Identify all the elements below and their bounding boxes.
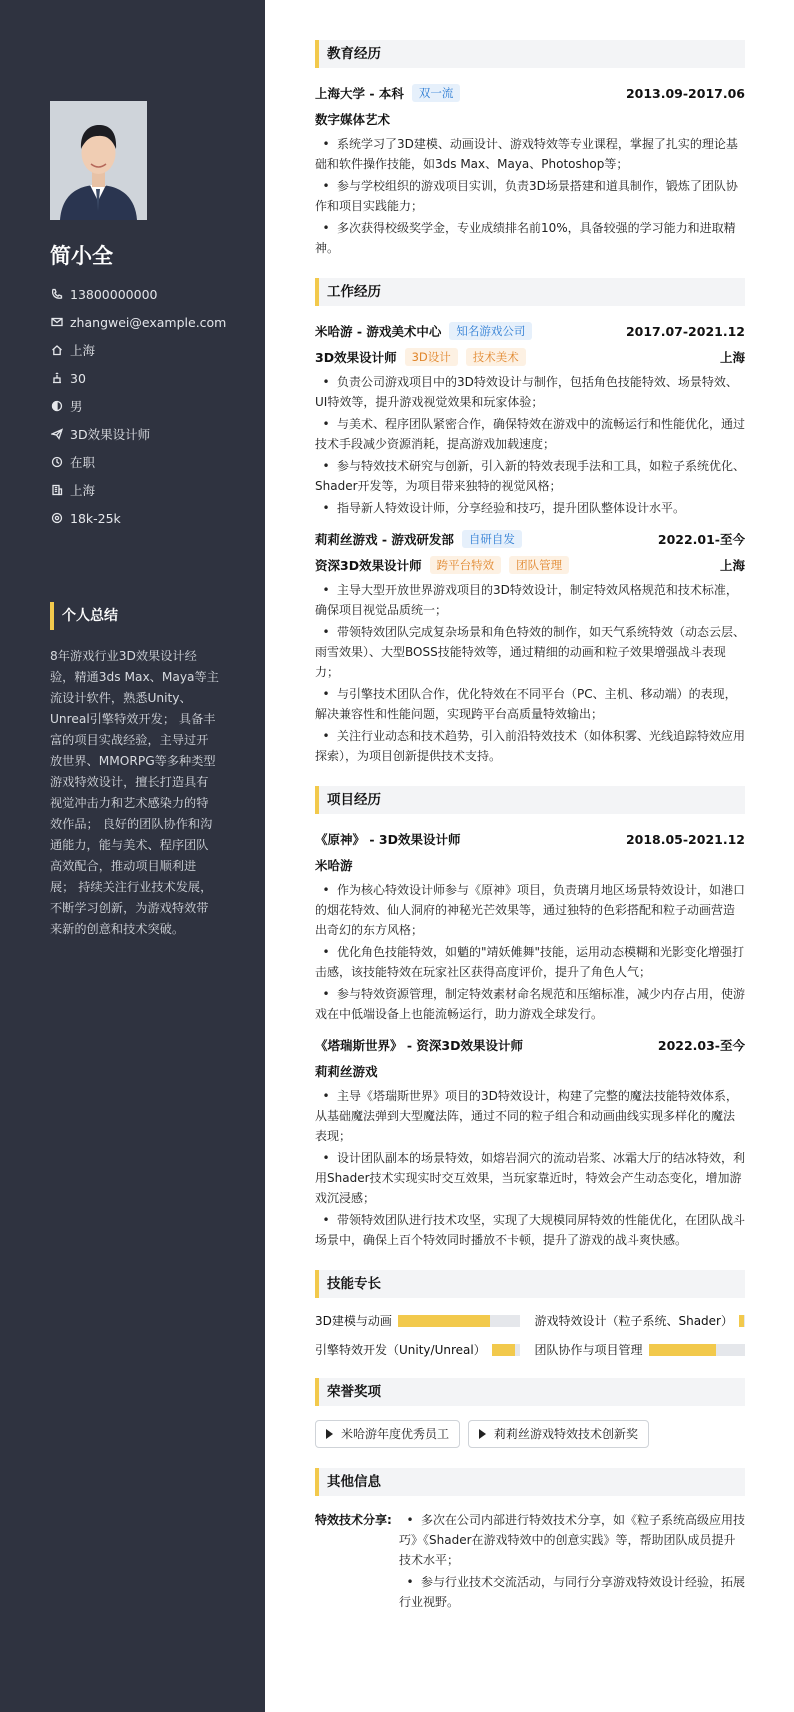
gender-icon <box>50 399 64 413</box>
job-date: 2022.01-至今 <box>657 532 745 547</box>
project-entry <box>315 828 745 1024</box>
company-tag: 自研自发 <box>462 530 522 548</box>
job-position-row <box>315 346 745 368</box>
skill-item <box>315 1341 520 1358</box>
company-name: 莉莉丝游戏 - 游戏研发部 <box>315 532 454 547</box>
education-section <box>315 40 745 258</box>
list-item: • 参与特效技术研究与创新，引入新的特效表现手法和工具，如粒子系统优化、Shader开发等，为项目带来独特的视觉风格； <box>315 459 746 493</box>
list-item: • 负责公司游戏项目中的3D特效设计与制作，包括角色技能特效、场景特效、UI特效等，提升游戏视觉效果和玩家体验； <box>315 375 738 409</box>
skills-section <box>315 1270 745 1358</box>
contact-status <box>50 448 226 476</box>
education-row <box>315 82 745 104</box>
company-tag: 知名游戏公司 <box>449 322 532 340</box>
skill-tag: 技术美术 <box>466 348 526 366</box>
project-date: 2022.03-至今 <box>657 1038 745 1053</box>
status-icon <box>50 455 64 469</box>
skill-tag: 3D设计 <box>405 348 458 366</box>
job-date: 2017.07-2021.12 <box>625 323 745 339</box>
skill-tag: 跨平台特效 <box>430 556 502 574</box>
skill-bar <box>649 1344 746 1356</box>
project-bullets <box>315 880 745 1024</box>
home-icon <box>50 343 64 357</box>
candidate-name: 简小全 <box>50 244 113 268</box>
education-heading: 教育经历 <box>315 40 745 68</box>
sidebar <box>0 0 265 1712</box>
project-name: 《塔瑞斯世界》 - 资深3D效果设计师 <box>315 1038 523 1053</box>
contact-position <box>50 420 226 448</box>
list-item: • 带领特效团队进行技术攻坚，实现了大规模同屏特效的性能优化，在团队战斗场景中，确保上百个特效同时播放不卡顿，提升了游戏的战斗爽快感。 <box>315 1213 746 1247</box>
skill-fill <box>492 1344 515 1356</box>
skill-tag: 团队管理 <box>509 556 569 574</box>
list-item: • 作为核心特效设计师参与《原神》项目，负责璃月地区场景特效设计，如港口的烟花特效、仙人洞府的神秘光芒效果等，通过独特的色彩搭配和粒子动画营造出奇幻的东方风格； <box>315 883 746 937</box>
main-content <box>315 40 745 1634</box>
send-icon <box>50 427 64 441</box>
contact-list <box>50 280 226 532</box>
skills-heading: 技能专长 <box>315 1270 745 1298</box>
work-heading: 工作经历 <box>315 278 745 306</box>
job-bullets <box>315 372 745 518</box>
other-heading: 其他信息 <box>315 1468 745 1496</box>
projects-heading: 项目经历 <box>315 786 745 814</box>
list-item: • 参与特效资源管理，制定特效素材命名规范和压缩标准，减少内存占用，使游戏在中低端设备上也能流畅运行，助力游戏全球发行。 <box>315 987 746 1021</box>
education-entry <box>315 82 745 258</box>
school-name: 上海大学 - 本科 <box>315 86 404 101</box>
job-position: 资深3D效果设计师 <box>315 558 422 573</box>
other-bullets <box>399 1510 745 1614</box>
gender-text: 男 <box>70 399 83 414</box>
phone-icon <box>50 287 64 301</box>
list-item: • 指导新人特效设计师，分享经验和技巧，提升团队整体设计水平。 <box>322 501 686 515</box>
contact-gender <box>50 392 226 420</box>
company-name: 米哈游 - 游戏美术中心 <box>315 324 442 339</box>
award-item[interactable] <box>315 1420 460 1448</box>
skill-item <box>534 1312 745 1329</box>
contact-work-city <box>50 476 226 504</box>
project-org: 莉莉丝游戏 <box>315 1064 378 1079</box>
award-label: 米哈游年度优秀员工 <box>341 1427 450 1441</box>
job-company-row <box>315 528 745 550</box>
project-date: 2018.05-2021.12 <box>625 831 745 847</box>
phone-text: 13800000000 <box>70 286 158 302</box>
play-icon <box>479 1429 486 1439</box>
other-section <box>315 1468 745 1614</box>
contact-salary <box>50 504 226 532</box>
salary-icon <box>50 511 64 525</box>
projects-section <box>315 786 745 1250</box>
job-company-row <box>315 320 745 342</box>
skill-bar <box>492 1344 521 1356</box>
status-text: 在职 <box>70 455 96 470</box>
award-item[interactable] <box>468 1420 649 1448</box>
age-text: 30 <box>70 370 86 386</box>
job-position-row <box>315 554 745 576</box>
major: 数字媒体艺术 <box>315 112 391 127</box>
project-name: 《原神》 - 3D效果设计师 <box>315 832 461 847</box>
contact-age <box>50 364 226 392</box>
list-item: • 主导《塔瑞斯世界》项目的3D特效设计，构建了完整的魔法技能特效体系，从基础魔法弹到大型魔法阵，通过不同的粒子组合和动画曲线实现多样化的魔法表现； <box>315 1089 738 1143</box>
job-entry <box>315 320 745 518</box>
skill-fill <box>398 1315 490 1327</box>
contact-location <box>50 336 226 364</box>
list-item: • 参与行业技术交流活动，与同行分享游戏特效设计经验，拓展行业视野。 <box>399 1575 746 1609</box>
building-icon <box>50 483 64 497</box>
other-info <box>315 1510 745 1614</box>
mail-icon <box>50 315 64 329</box>
location-text: 上海 <box>70 343 96 358</box>
awards-heading: 荣誉奖项 <box>315 1378 745 1406</box>
list-item: • 系统学习了3D建模、动画设计、游戏特效等专业课程，掌握了扎实的理论基础和软件操作技能，如3ds Max、Maya、Photoshop等； <box>315 137 738 171</box>
job-city: 上海 <box>719 558 745 573</box>
awards-section <box>315 1378 745 1448</box>
skill-name: 游戏特效设计（粒子系统、Shader） <box>534 1314 733 1328</box>
skill-item <box>534 1341 745 1358</box>
work-section <box>315 278 745 766</box>
skill-fill <box>649 1344 717 1356</box>
list-item: • 多次在公司内部进行特效技术分享，如《粒子系统高级应用技巧》《Shader在游戏特效中的创意实践》等，帮助团队成员提升技术水平； <box>399 1513 746 1567</box>
contact-email <box>50 308 226 336</box>
summary-text: 8年游戏行业3D效果设计经验，精通3ds Max、Maya等主流设计软件，熟悉Unity、Unreal引擎特效开发； 具备丰富的项目实战经验，主导过开放世界、MMORPG等多种类型游戏特效设计，擅长打造具有视觉冲击力和艺术感染力的特效作品； 良好的团队协作和沟通能力，能与美术、程序团队高效配合，推动项目顺利进展； 持续关注行业技术发展，不断学习创新，为游戏特效带来新的创意和技术突破。 <box>50 649 219 936</box>
list-item: • 参与学校组织的游戏项目实训，负责3D场景搭建和道具制作，锻炼了团队协作和项目实践能力； <box>315 179 738 213</box>
job-position: 3D效果设计师 <box>315 350 397 365</box>
education-bullets <box>315 134 745 258</box>
project-entry <box>315 1034 745 1250</box>
school-tag: 双一流 <box>412 84 461 102</box>
list-item: • 主导大型开放世界游戏项目的3D特效设计，制定特效风格规范和技术标准，确保项目视觉品质统一； <box>315 583 738 617</box>
contact-phone <box>50 280 226 308</box>
skill-name: 引擎特效开发（Unity/Unreal） <box>315 1343 486 1357</box>
list-item: • 多次获得校级奖学金，专业成绩排名前10%，具备较强的学习能力和进取精神。 <box>315 221 736 255</box>
project-org: 米哈游 <box>315 858 353 873</box>
skill-name: 团队协作与项目管理 <box>534 1343 643 1357</box>
other-label: 特效技术分享: <box>315 1513 392 1527</box>
list-item: • 关注行业动态和技术趋势，引入前沿特效技术（如体积雾、光线追踪特效应用探索），为项目创新提供技术支持。 <box>315 729 746 763</box>
award-label: 莉莉丝游戏特效技术创新奖 <box>494 1427 639 1441</box>
project-bullets <box>315 1086 745 1250</box>
list-item: • 带领特效团队完成复杂场景和角色特效的制作，如天气系统特效（动态云层、雨雪效果）、大型BOSS技能特效等，通过精细的动画和粒子效果增强战斗表现力； <box>315 625 746 679</box>
position-text: 3D效果设计师 <box>70 427 151 442</box>
play-icon <box>326 1429 333 1439</box>
skill-name: 3D建模与动画 <box>315 1314 392 1328</box>
awards-list <box>315 1420 745 1448</box>
skill-bar <box>398 1315 521 1327</box>
job-bullets <box>315 580 745 766</box>
skill-bar <box>739 1315 745 1327</box>
job-city: 上海 <box>719 350 745 365</box>
skill-item <box>315 1312 520 1329</box>
work-city-text: 上海 <box>70 483 96 498</box>
salary-text: 18k-25k <box>70 510 121 526</box>
project-row <box>315 1034 745 1056</box>
profile-photo <box>50 101 147 220</box>
email-text: zhangwei@example.com <box>70 314 227 330</box>
list-item: • 优化角色技能特效，如魈的"靖妖傩舞"技能，运用动态模糊和光影变化增强打击感，该技能特效在玩家社区获得高度评价，提升了角色人气； <box>315 945 745 979</box>
job-entry <box>315 528 745 766</box>
age-icon <box>50 371 64 385</box>
list-item: • 与引擎技术团队合作，优化特效在不同平台（PC、主机、移动端）的表现，解决兼容性和性能问题，实现跨平台高质量特效输出； <box>315 687 737 721</box>
project-row <box>315 828 745 850</box>
list-item: • 与美术、程序团队紧密合作，确保特效在游戏中的流畅运行和性能优化，通过技术手段减少资源消耗，提高游戏加载速度； <box>315 417 746 451</box>
list-item: • 设计团队副本的场景特效，如熔岩洞穴的流动岩浆、冰霜大厅的结冰特效，利用Shader技术实现实时交互效果，当玩家靠近时，特效会产生动态变化，增加游戏沉浸感； <box>315 1151 746 1205</box>
education-date: 2013.09-2017.06 <box>625 85 745 101</box>
skill-fill <box>739 1315 744 1327</box>
skills-grid <box>315 1312 745 1358</box>
summary-heading: 个人总结 <box>50 602 118 630</box>
